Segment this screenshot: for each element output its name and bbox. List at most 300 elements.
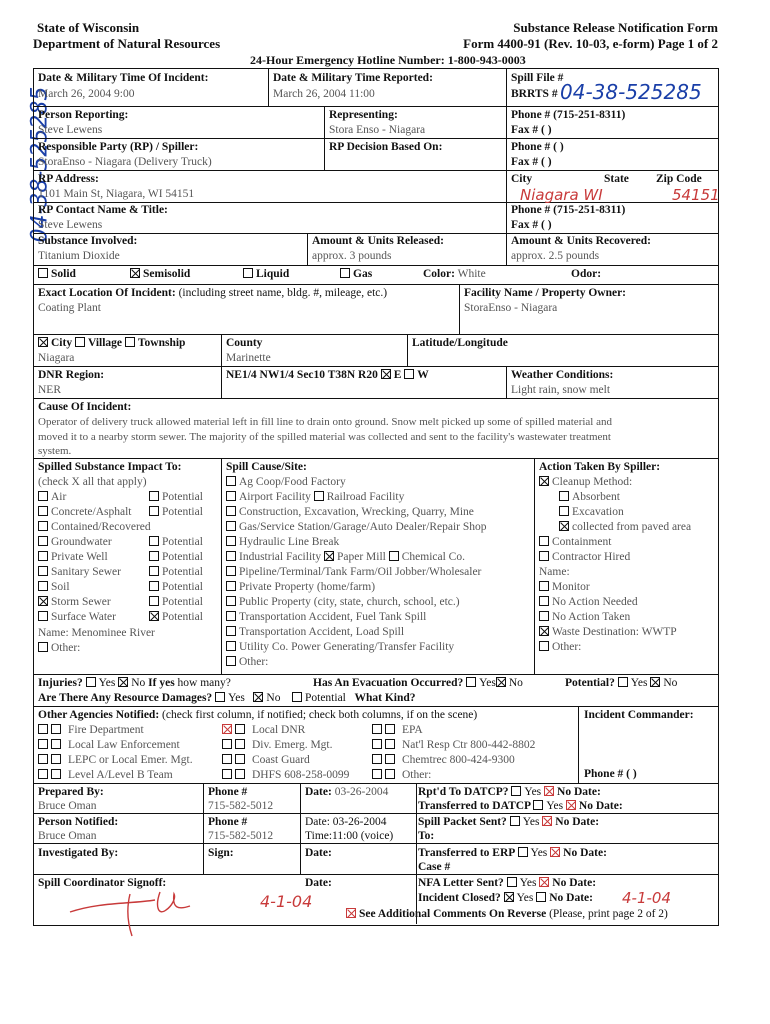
absorbent-option[interactable]: Absorbent — [559, 491, 620, 503]
amount-released-value[interactable]: approx. 3 pounds — [312, 250, 392, 262]
spill-cause-transportation-accident-fuel-t-checkbox[interactable] — [226, 611, 236, 621]
agency-coast-guard[interactable] — [222, 754, 310, 766]
weather-label: Weather Conditions: — [511, 369, 614, 381]
semisolid-option[interactable]: Semisolid — [130, 268, 190, 280]
evac-no-checkbox[interactable] — [496, 677, 506, 687]
impact-contained-recovered[interactable] — [38, 521, 151, 533]
cause-label: Cause Of Incident: — [38, 401, 132, 413]
contractor-option[interactable]: Contractor Hired — [539, 551, 630, 563]
impact-private-well-potential[interactable] — [149, 551, 203, 563]
injuries-row[interactable]: Injuries? Yes No If yes how many? — [38, 677, 231, 689]
spill-cause-industrial-facility[interactable] — [226, 551, 465, 563]
agency-epa-onscene-checkbox[interactable] — [385, 724, 395, 734]
reporter-phone[interactable]: Phone # (715-251-8311) — [511, 109, 626, 121]
city-handwritten: Niagara WI — [520, 186, 603, 204]
impact-air-potential[interactable] — [149, 491, 203, 503]
rp-phone[interactable]: Phone # ( ) — [511, 141, 564, 153]
impact-storm-sewer-checkbox[interactable] — [38, 596, 48, 606]
facility-value[interactable]: StoraEnso - Niagara — [464, 302, 558, 314]
potential-label: Potential — [162, 536, 203, 548]
injuries-no-checkbox[interactable] — [118, 677, 128, 687]
agency-level-a-level-b-team-onscene-checkbox[interactable] — [51, 769, 61, 779]
person-notified-label: Person Notified: — [38, 816, 119, 828]
closed-date-handwritten: 4-1-04 — [622, 889, 671, 907]
liquid-checkbox[interactable] — [243, 268, 253, 278]
east-checkbox[interactable] — [381, 369, 391, 379]
agency-div-emerg-mgt-notified-checkbox[interactable] — [222, 739, 232, 749]
agency-lepc-or-local-emer-mgt-notified-checkbox[interactable] — [38, 754, 48, 764]
odor-label: Odor: — [571, 268, 602, 280]
evacuation-row[interactable]: Has An Evacuation Occurred? Yes No — [313, 677, 523, 689]
responsible-party-label: Responsible Party (RP) / Spiller: — [38, 141, 199, 153]
reported-date-value[interactable]: March 26, 2004 11:00 — [273, 88, 375, 100]
impact-label: Spilled Substance Impact To: — [38, 461, 182, 473]
paper-mill-label: Paper Mill — [336, 551, 386, 563]
spill-cause-industrial-facility-checkbox[interactable] — [226, 551, 236, 561]
impact-soil-label: Soil — [51, 581, 70, 593]
action-other-option[interactable]: Other: — [539, 641, 581, 653]
investigated-by-label: Investigated By: — [38, 847, 119, 859]
spill-file-label: Spill File # — [511, 72, 564, 84]
city-checkbox[interactable] — [38, 337, 48, 347]
impact-surface-water-label: Surface Water — [51, 611, 116, 623]
potential-label: Potential — [162, 551, 203, 563]
cleanup-method[interactable]: Cleanup Method: — [539, 476, 632, 488]
spill-cause-hydraulic-line-break-label: Hydraulic Line Break — [239, 536, 340, 548]
agency-lepc-or-local-emer-mgt-onscene-checkbox[interactable] — [51, 754, 61, 764]
representing-label: Representing: — [329, 109, 398, 121]
solid-checkbox[interactable] — [38, 268, 48, 278]
agency-lepc-or-local-emer-mgt[interactable] — [38, 754, 193, 766]
spill-cause-hydraulic-line-break[interactable] — [226, 536, 339, 548]
potential-label: Potential — [162, 596, 203, 608]
impact-other-checkbox[interactable] — [38, 642, 48, 652]
prepared-phone-label: Phone # — [208, 786, 248, 798]
spill-cause-gas-service-station-garage-aut-checkbox[interactable] — [226, 521, 236, 531]
cause-line-1: Operator of delivery truck allowed material left in fill line to drain onto ground. Snow melt picked up some of spilled material and — [38, 416, 612, 428]
nfa-no-checkbox[interactable] — [539, 877, 549, 887]
state-heading: State of Wisconsin — [37, 20, 140, 35]
monitor-checkbox[interactable] — [539, 581, 549, 591]
form-title: Substance Release Notification Form — [513, 20, 718, 35]
waste-destination-checkbox[interactable] — [539, 626, 549, 636]
spill-cause-pipeline-terminal-tank-farm-oi-label: Pipeline/Terminal/Tank Farm/Oil Jobber/Wholesaler — [239, 566, 482, 578]
amount-recovered-value[interactable]: approx. 2.5 pounds — [511, 250, 600, 262]
agency-coast-guard-label: Coast Guard — [252, 754, 310, 766]
city-label: City — [511, 173, 533, 185]
impact-air-potential-checkbox[interactable] — [149, 491, 159, 501]
spill-cause-transportation-accident-load-s[interactable] — [226, 626, 404, 638]
rp-fax[interactable]: Fax # ( ) — [511, 156, 552, 168]
agency-coast-guard-onscene-checkbox[interactable] — [235, 754, 245, 764]
contractor-name[interactable]: Name: — [539, 566, 570, 578]
gas-option[interactable]: Gas — [340, 268, 372, 280]
coordinator-date-handwritten: 4-1-04 — [260, 892, 313, 911]
agency-chemtrec[interactable] — [372, 754, 515, 766]
spill-cause-transportation-accident-load-s-checkbox[interactable] — [226, 626, 236, 636]
packet-to-label[interactable]: To: — [418, 830, 435, 842]
evac-yes-checkbox[interactable] — [466, 677, 476, 687]
rp-decision-label: RP Decision Based On: — [329, 141, 443, 153]
impact-private-well-checkbox[interactable] — [38, 551, 48, 561]
agency-local-dnr-onscene-checkbox[interactable] — [235, 724, 245, 734]
state-label: State — [604, 173, 629, 185]
damage-yes-checkbox[interactable] — [215, 692, 225, 702]
form-number: Form 4400-91 (Rev. 10-03, e-form) Page 1 of 2 — [463, 36, 718, 51]
erp-row[interactable]: Transferred to ERP Yes No Date: — [418, 847, 607, 859]
closed-no-checkbox[interactable] — [536, 892, 546, 902]
impact-storm-sewer-label: Storm Sewer — [51, 596, 111, 608]
transferred-datcp-row[interactable]: Transferred to DATCP Yes No Date: — [418, 800, 623, 812]
brrts-handwritten-value: 04-38-525285 — [560, 80, 702, 104]
margin-handwritten-number: 04-38-525285 — [27, 86, 53, 243]
excavation-checkbox[interactable] — [559, 506, 569, 516]
coordinator-signoff-label: Spill Coordinator Signoff: — [38, 877, 167, 889]
impact-hint: (check X all that apply) — [38, 476, 147, 488]
agency-local-dnr[interactable] — [222, 724, 305, 736]
incident-commander-phone[interactable]: Phone # ( ) — [584, 768, 637, 780]
spill-cause-label: Spill Cause/Site: — [226, 461, 307, 473]
packet-no-checkbox[interactable] — [542, 816, 552, 826]
color-field[interactable]: Color: White — [423, 268, 486, 280]
agency-dhfs[interactable] — [222, 769, 349, 781]
potential-label: Potential — [162, 506, 203, 518]
weather-value[interactable]: Light rain, snow melt — [511, 384, 611, 396]
collected-checkbox[interactable] — [559, 521, 569, 531]
amount-released-label: Amount & Units Released: — [312, 235, 444, 247]
datcp-yes-checkbox[interactable] — [511, 786, 521, 796]
evac-potential-yes-checkbox[interactable] — [618, 677, 628, 687]
agency-fire-department-notified-checkbox[interactable] — [38, 724, 48, 734]
agency-chemtrec-label: Chemtrec 800-424-9300 — [402, 754, 515, 766]
agency-level-a-level-b-team-notified-checkbox[interactable] — [38, 769, 48, 779]
see-reverse-checkbox[interactable] — [346, 908, 356, 918]
impact-storm-sewer-potential-checkbox[interactable] — [149, 596, 159, 606]
agency-fire-department[interactable] — [38, 724, 144, 736]
erp-no-checkbox[interactable] — [550, 847, 560, 857]
excavation-option[interactable]: Excavation — [559, 506, 624, 518]
spill-cause-construction-excavation-wrecki-label: Construction, Excavation, Wrecking, Quarry, Mine — [239, 506, 474, 518]
agency-dhfs-notified-checkbox[interactable] — [222, 769, 232, 779]
chemical-co-label: Chemical Co. — [401, 551, 465, 563]
impact-surface-water-potential[interactable] — [149, 611, 203, 623]
spill-cause-construction-excavation-wrecki-checkbox[interactable] — [226, 506, 236, 516]
no-action-needed-checkbox[interactable] — [539, 596, 549, 606]
spill-cause-other-checkbox[interactable] — [226, 656, 236, 666]
dnr-region-value[interactable]: NER — [38, 384, 61, 396]
agency-nat-l-resp-ctr-onscene-checkbox[interactable] — [385, 739, 395, 749]
potential-label: Potential — [162, 581, 203, 593]
impact-private-well[interactable] — [38, 551, 108, 563]
impact-soil-potential[interactable] — [149, 581, 203, 593]
rp-contact-value[interactable]: Steve Lewens — [38, 219, 103, 231]
person-reporting-value[interactable]: Steve Lewens — [38, 124, 103, 136]
dnr-region-label: DNR Region: — [38, 369, 105, 381]
datcp-no-checkbox[interactable] — [544, 786, 554, 796]
township-checkbox[interactable] — [125, 337, 135, 347]
impact-private-well-potential-checkbox[interactable] — [149, 551, 159, 561]
impact-concrete-asphalt-potential[interactable] — [149, 506, 203, 518]
responsible-party-value[interactable]: StoraEnso - Niagara (Delivery Truck) — [38, 156, 212, 168]
datcp-row[interactable]: Rpt'd To DATCP? Yes No Date: — [418, 786, 601, 798]
spill-cause-other-label: Other: — [239, 656, 269, 668]
spill-cause-gas-service-station-garage-aut[interactable] — [226, 521, 487, 533]
impact-surface-water-potential-checkbox[interactable] — [149, 611, 159, 621]
agency-other[interactable] — [372, 769, 431, 781]
investigated-date-label: Date: — [305, 847, 332, 859]
spill-cause-gas-service-station-garage-aut-label: Gas/Service Station/Garage/Auto Dealer/Repair Shop — [239, 521, 487, 533]
packet-row[interactable]: Spill Packet Sent? Yes No Date: — [418, 816, 600, 828]
agency-epa-label: EPA — [402, 724, 423, 736]
west-checkbox[interactable] — [404, 369, 414, 379]
agency-div-emerg-mgt[interactable] — [222, 739, 333, 751]
spill-cause-other[interactable] — [226, 656, 268, 668]
sign-label: Sign: — [208, 847, 234, 859]
impact-sanitary-sewer[interactable] — [38, 566, 121, 578]
impact-concrete-asphalt-checkbox[interactable] — [38, 506, 48, 516]
impact-contained-recovered-label: Contained/Recovered — [51, 521, 151, 533]
spill-cause-pipeline-terminal-tank-farm-oi[interactable] — [226, 566, 481, 578]
spill-cause-private-property-home-farm-label: Private Property (home/farm) — [239, 581, 376, 593]
substance-involved-label: Substance Involved: — [38, 235, 138, 247]
plss-location[interactable]: NE1/4 NW1/4 Sec10 T38N R20 E W — [226, 369, 429, 381]
rp-contact-label: RP Contact Name & Title: — [38, 204, 168, 216]
impact-storm-sewer-potential[interactable] — [149, 596, 203, 608]
impact-surface-water-checkbox[interactable] — [38, 611, 48, 621]
contractor-checkbox[interactable] — [539, 551, 549, 561]
evac-potential-row[interactable]: Potential? Yes No — [565, 677, 678, 689]
municipality-value[interactable]: Niagara — [38, 352, 75, 364]
agency-local-law-enforcement[interactable] — [38, 739, 180, 751]
impact-private-well-label: Private Well — [51, 551, 108, 563]
notified-date[interactable]: Date: 03-26-2004 — [305, 816, 387, 828]
spill-cause-ag-coop-food-factory-checkbox[interactable] — [226, 476, 236, 486]
spill-cause-public-property-city-state-chu-checkbox[interactable] — [226, 596, 236, 606]
agency-other-notified-checkbox[interactable] — [372, 769, 382, 779]
impact-air-label: Air — [51, 491, 67, 503]
exact-location-value[interactable]: Coating Plant — [38, 302, 101, 314]
spill-cause-ag-coop-food-factory[interactable] — [226, 476, 346, 488]
agency-local-law-enforcement-onscene-checkbox[interactable] — [51, 739, 61, 749]
county-label: County — [226, 337, 263, 349]
contact-fax[interactable]: Fax # ( ) — [511, 219, 552, 231]
notified-phone-label: Phone # — [208, 816, 248, 828]
impact-soil-checkbox[interactable] — [38, 581, 48, 591]
no-action-taken-checkbox[interactable] — [539, 611, 549, 621]
incident-date-label: Date & Military Time Of Incident: — [38, 72, 209, 84]
agency-nat-l-resp-ctr[interactable] — [372, 739, 535, 751]
coordinator-signature — [60, 880, 200, 942]
transferred-datcp-yes-checkbox[interactable] — [533, 800, 543, 810]
damage-potential-checkbox[interactable] — [292, 692, 302, 702]
impact-surface-water[interactable] — [38, 611, 116, 623]
agency-chemtrec-notified-checkbox[interactable] — [372, 754, 382, 764]
impact-contained-recovered-checkbox[interactable] — [38, 521, 48, 531]
closed-yes-checkbox[interactable] — [504, 892, 514, 902]
spill-cause-public-property-city-state-chu[interactable] — [226, 596, 460, 608]
agency-nat-l-resp-ctr-label: Nat'l Resp Ctr 800-442-8802 — [402, 739, 536, 751]
spill-cause-utility-co-power-generating-tr[interactable] — [226, 641, 454, 653]
containment-option[interactable]: Containment — [539, 536, 611, 548]
impact-air-checkbox[interactable] — [38, 491, 48, 501]
absorbent-checkbox[interactable] — [559, 491, 569, 501]
cause-line-2: moved it to a nearby storm sewer. The majority of the spilled material was collected and sent to the facility's wastewater treatment — [38, 431, 611, 443]
collected-option[interactable]: collected from paved area — [559, 521, 691, 533]
agency-local-dnr-label: Local DNR — [252, 724, 306, 736]
evac-potential-no-checkbox[interactable] — [650, 677, 660, 687]
spill-cause-transportation-accident-load-s-label: Transportation Accident, Load Spill — [239, 626, 405, 638]
prepared-by-label: Prepared By: — [38, 786, 104, 798]
see-reverse-row[interactable]: See Additional Comments On Reverse (Please, print page 2 of 2) — [346, 908, 668, 920]
spill-cause-ag-coop-food-factory-label: Ag Coop/Food Factory — [239, 476, 346, 488]
village-checkbox[interactable] — [75, 337, 85, 347]
prepared-by-value[interactable]: Bruce Oman — [38, 800, 97, 812]
erp-yes-checkbox[interactable] — [518, 847, 528, 857]
solid-option[interactable]: Solid — [38, 268, 76, 280]
impact-sanitary-sewer-label: Sanitary Sewer — [51, 566, 121, 578]
spill-cause-airport-facility-checkbox[interactable] — [226, 491, 236, 501]
impact-groundwater-potential[interactable] — [149, 536, 203, 548]
impact-groundwater-potential-checkbox[interactable] — [149, 536, 159, 546]
rp-address-label: RP Address: — [38, 173, 99, 185]
prepared-date[interactable]: Date: 03-26-2004 — [305, 786, 389, 798]
agency-coast-guard-notified-checkbox[interactable] — [222, 754, 232, 764]
impact-groundwater[interactable] — [38, 536, 112, 548]
agency-div-emerg-mgt-label: Div. Emerg. Mgt. — [252, 739, 333, 751]
spill-cause-construction-excavation-wrecki[interactable] — [226, 506, 474, 518]
impact-concrete-asphalt[interactable] — [38, 506, 131, 518]
spill-cause-airport-facility[interactable] — [226, 491, 404, 503]
liquid-option[interactable]: Liquid — [243, 268, 289, 280]
transferred-datcp-no-checkbox[interactable] — [566, 800, 576, 810]
impact-sanitary-sewer-potential[interactable] — [149, 566, 203, 578]
impact-storm-sewer[interactable] — [38, 596, 111, 608]
spill-cause-transportation-accident-fuel-t[interactable] — [226, 611, 426, 623]
damage-no-checkbox[interactable] — [253, 692, 263, 702]
impact-air[interactable] — [38, 491, 66, 503]
notified-phone-value[interactable]: 715-582-5012 — [208, 830, 274, 842]
agency-dhfs-onscene-checkbox[interactable] — [235, 769, 245, 779]
railroad-checkbox[interactable] — [314, 491, 324, 501]
potential-label: Potential — [162, 491, 203, 503]
waste-destination-option[interactable]: Waste Destination: WWTP — [539, 626, 677, 638]
agency-local-dnr-notified-checkbox[interactable] — [222, 724, 232, 734]
containment-checkbox[interactable] — [539, 536, 549, 546]
emergency-hotline: 24-Hour Emergency Hotline Number: 1-800-943-0003 — [250, 53, 526, 67]
impact-concrete-asphalt-label: Concrete/Asphalt — [51, 506, 132, 518]
railroad-label: Railroad Facility — [326, 491, 405, 503]
nfa-row[interactable]: NFA Letter Sent? Yes No Date: — [418, 877, 597, 889]
agency-fire-department-label: Fire Department — [68, 724, 144, 736]
resource-damage-row[interactable]: Are There Any Resource Damages? Yes No Potential What Kind? — [38, 692, 416, 704]
agency-local-law-enforcement-notified-checkbox[interactable] — [38, 739, 48, 749]
prepared-phone-value[interactable]: 715-582-5012 — [208, 800, 274, 812]
spill-cause-pipeline-terminal-tank-farm-oi-checkbox[interactable] — [226, 566, 236, 576]
contact-phone[interactable]: Phone # (715-251-8311) — [511, 204, 626, 216]
impact-other[interactable]: Other: — [38, 642, 80, 654]
agency-div-emerg-mgt-onscene-checkbox[interactable] — [235, 739, 245, 749]
no-action-needed-option[interactable]: No Action Needed — [539, 596, 638, 608]
spill-cause-transportation-accident-fuel-t-label: Transportation Accident, Fuel Tank Spill — [239, 611, 427, 623]
spill-cause-private-property-home-farm-checkbox[interactable] — [226, 581, 236, 591]
chemical-co-checkbox[interactable] — [389, 551, 399, 561]
case-number-label[interactable]: Case # — [418, 861, 451, 873]
agency-fire-department-onscene-checkbox[interactable] — [51, 724, 61, 734]
notified-time[interactable]: Time:11:00 (voice) — [305, 830, 394, 842]
incident-date-value[interactable]: March 26, 2004 9:00 — [38, 88, 135, 100]
agency-other-label: Other: — [402, 769, 432, 781]
agency-other-onscene-checkbox[interactable] — [385, 769, 395, 779]
spill-cause-hydraulic-line-break-checkbox[interactable] — [226, 536, 236, 546]
department-heading: Department of Natural Resources — [33, 36, 221, 51]
agency-epa-notified-checkbox[interactable] — [372, 724, 382, 734]
impact-water-name[interactable]: Name: Menominee River — [38, 627, 155, 639]
agency-lepc-or-local-emer-mgt-label: LEPC or Local Emer. Mgt. — [68, 754, 193, 766]
injuries-yes-checkbox[interactable] — [86, 677, 96, 687]
impact-soil-potential-checkbox[interactable] — [149, 581, 159, 591]
no-action-taken-option[interactable]: No Action Taken — [539, 611, 630, 623]
facility-label: Facility Name / Property Owner: — [464, 287, 627, 299]
substance-involved-value[interactable]: Titanium Dioxide — [38, 250, 120, 262]
agency-level-a-level-b-team-label: Level A/Level B Team — [68, 769, 173, 781]
agency-chemtrec-onscene-checkbox[interactable] — [385, 754, 395, 764]
reported-date-label: Date & Military Time Reported: — [273, 72, 433, 84]
amount-recovered-label: Amount & Units Recovered: — [511, 235, 652, 247]
nfa-yes-checkbox[interactable] — [507, 877, 517, 887]
county-value[interactable]: Marinette — [226, 352, 271, 364]
action-label: Action Taken By Spiller: — [539, 461, 661, 473]
municipality-type[interactable]: City Village Township — [38, 337, 185, 349]
exact-location-heading: Exact Location Of Incident: (including street name, bldg. #, mileage, etc.) — [38, 287, 388, 299]
impact-soil[interactable] — [38, 581, 70, 593]
representing-value[interactable]: Stora Enso - Niagara — [329, 124, 426, 136]
agency-nat-l-resp-ctr-notified-checkbox[interactable] — [372, 739, 382, 749]
packet-yes-checkbox[interactable] — [510, 816, 520, 826]
agencies-heading: Other Agencies Notified: (check first column, if notified; check both columns, if on the scene) — [38, 709, 478, 721]
reporter-fax[interactable]: Fax # ( ) — [511, 124, 552, 136]
agency-local-law-enforcement-label: Local Law Enforcement — [68, 739, 180, 751]
spill-cause-industrial-facility-label: Industrial Facility — [239, 551, 322, 563]
spill-cause-utility-co-power-generating-tr-checkbox[interactable] — [226, 641, 236, 651]
semisolid-checkbox[interactable] — [130, 268, 140, 278]
impact-groundwater-checkbox[interactable] — [38, 536, 48, 546]
spill-cause-airport-facility-label: Airport Facility — [239, 491, 311, 503]
gas-checkbox[interactable] — [340, 268, 350, 278]
person-reporting-label: Person Reporting: — [38, 109, 129, 121]
brrts-label: BRRTS # — [511, 88, 558, 100]
rp-address-value[interactable]: 1101 Main St, Niagara, WI 54151 — [38, 188, 195, 200]
action-other-checkbox[interactable] — [539, 641, 549, 651]
zip-handwritten: 54151 — [672, 186, 720, 204]
impact-sanitary-sewer-potential-checkbox[interactable] — [149, 566, 159, 576]
person-notified-value[interactable]: Bruce Oman — [38, 830, 97, 842]
paper-mill-checkbox[interactable] — [324, 551, 334, 561]
potential-label: Potential — [162, 566, 203, 578]
monitor-option[interactable]: Monitor — [539, 581, 590, 593]
impact-concrete-asphalt-potential-checkbox[interactable] — [149, 506, 159, 516]
lat-long-label: Latitude/Longitude — [412, 337, 508, 349]
incident-closed-row[interactable]: Incident Closed? Yes No Date: — [418, 892, 593, 904]
coordinator-date-label: Date: — [305, 877, 332, 889]
spill-cause-private-property-home-farm[interactable] — [226, 581, 375, 593]
spill-cause-public-property-city-state-chu-label: Public Property (city, state, church, school, etc.) — [239, 596, 460, 608]
cleanup-checkbox[interactable] — [539, 476, 549, 486]
spill-cause-utility-co-power-generating-tr-label: Utility Co. Power Generating/Transfer Facility — [239, 641, 455, 653]
agency-epa[interactable] — [372, 724, 423, 736]
impact-sanitary-sewer-checkbox[interactable] — [38, 566, 48, 576]
agency-level-a-level-b-team[interactable] — [38, 769, 173, 781]
cause-line-3: system. — [38, 445, 72, 457]
